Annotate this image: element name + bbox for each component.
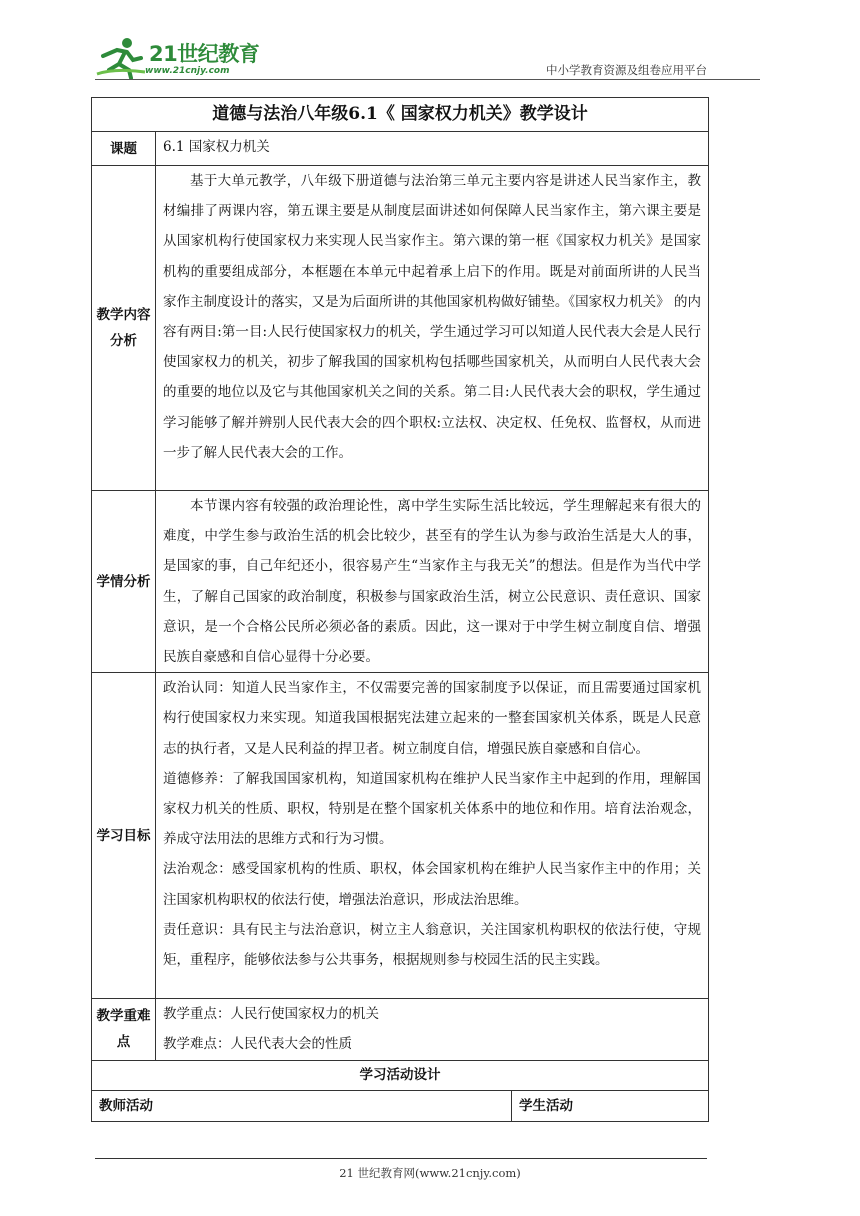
- logo-text: 21世纪教育: [149, 42, 260, 66]
- logo-url: www.21cnjy.com: [145, 66, 230, 76]
- key-point: 教学重点：人民行使国家权力的机关: [163, 1006, 379, 1023]
- lesson-plan-table: [91, 97, 709, 1122]
- content-analysis-text: 基于大单元教学，八年级下册道德与法治第三单元主要内容是讲述人民当家作主，教材编排了两课内容，第五课主要是从制度层面讲述如何保障人民当家作主，第六课主要是从国家机构行使国家权力来实现人民当家作主。第六课的第一框《国家权力机关》是国家机构的重要组成部分，本框题在本单元中起着承上启下的作用。既是对前面所讲的人民当家作主制度设计的落实，又是为后面所讲的其他国家机构做好铺垫。《国家权力机关》 的内容有两目:第一目:人民行使国家权力的机关，学生通过学习可以知道人民代表大会是人民行使国家权力的机关，初步了解我国的国家机构包括哪些国家机关，从而明白人民代表大会的重要的地位以及它与其他国家机关之间的关系。第二目:人民代表大会的职权，学生通过学习能够了解并辨别人民代表大会的四个职权:立法权、决定权、任免权、监督权，从而进一步了解人民代表大会的工作。: [156, 166, 709, 491]
- goal-political: 政治认同：知道人民当家作主，不仅需要完善的国家制度予以保证，而且需要通过国家机构行使国家权力来实现。知道我国根据宪法建立起来的一整套国家机关体系，既是人民意志的执行者，又是人民利益的捍卫者。树立制度自信，增强民族自豪感和自信心。: [163, 680, 701, 757]
- student-activity-header: 学生活动: [512, 1090, 709, 1121]
- learning-goals: [156, 673, 709, 999]
- site-logo[interactable]: [95, 36, 275, 80]
- teacher-activity-header: 教师活动: [92, 1090, 512, 1121]
- running-man-icon: [95, 36, 147, 80]
- footer-text[interactable]: 21 世纪教育网(www.21cnjy.com): [339, 1166, 521, 1180]
- goal-moral: 道德修养：了解我国国家机构，知道国家机构在维护人民当家作主中起到的作用，理解国家权力机关的性质、职权，特别是在整个国家机关体系中的地位和作用。培育法治观念，养成守法用法的思维方式和行为习惯。: [163, 770, 701, 848]
- difficult-point: 教学难点：人民代表大会的性质: [163, 1036, 352, 1053]
- footer-divider: [95, 1158, 707, 1159]
- student-analysis-label: 学情分析: [92, 491, 156, 673]
- goal-legal: 法治观念：感受国家机构的性质、职权，体会国家机构在维护人民当家作主中的作用；关注国家机构职权的依法行使，增强法治意识，形成法治思维。: [163, 861, 701, 908]
- learning-goals-label: 学习目标: [92, 673, 156, 999]
- student-analysis-text: 本节课内容有较强的政治理论性，离中学生实际生活比较远，学生理解起来有很大的难度，中学生参与政治生活的机会比较少，甚至有的学生认为参与政治生活是大人的事，是国家的事，自己年纪还小，很容易产生“当家作主与我无关”的想法。但是作为当代中学生，了解自己国家的政治制度，积极参与国家政治生活，树立公民意识、责任意识、国家意识，是一个合格公民所必须必备的素质。因此，这一课对于中学生树立制度自信、增强民族自豪感和自信心显得十分必要。: [156, 491, 709, 673]
- topic-label: 课题: [92, 132, 156, 166]
- content-analysis-label: 教学内容分析: [92, 166, 156, 491]
- page-header: [95, 28, 707, 80]
- document-title: 道德与法治八年级6.1《 国家权力机关》教学设计: [92, 98, 709, 132]
- key-difficult-points: [156, 999, 709, 1060]
- header-divider: [95, 79, 760, 80]
- topic-value: 6.1 国家权力机关: [156, 132, 709, 166]
- goal-responsibility: 责任意识：具有民主与法治意识，树立主人翁意识，关注国家机构职权的依法行使，守规矩，重程序，能够依法参与公共事务，根据规则参与校园生活的民主实践。: [163, 921, 701, 969]
- activity-design-title: 学习活动设计: [92, 1060, 709, 1090]
- key-difficult-label: 教学重难点: [92, 999, 156, 1060]
- platform-text: 中小学教育资源及组卷应用平台: [546, 63, 707, 77]
